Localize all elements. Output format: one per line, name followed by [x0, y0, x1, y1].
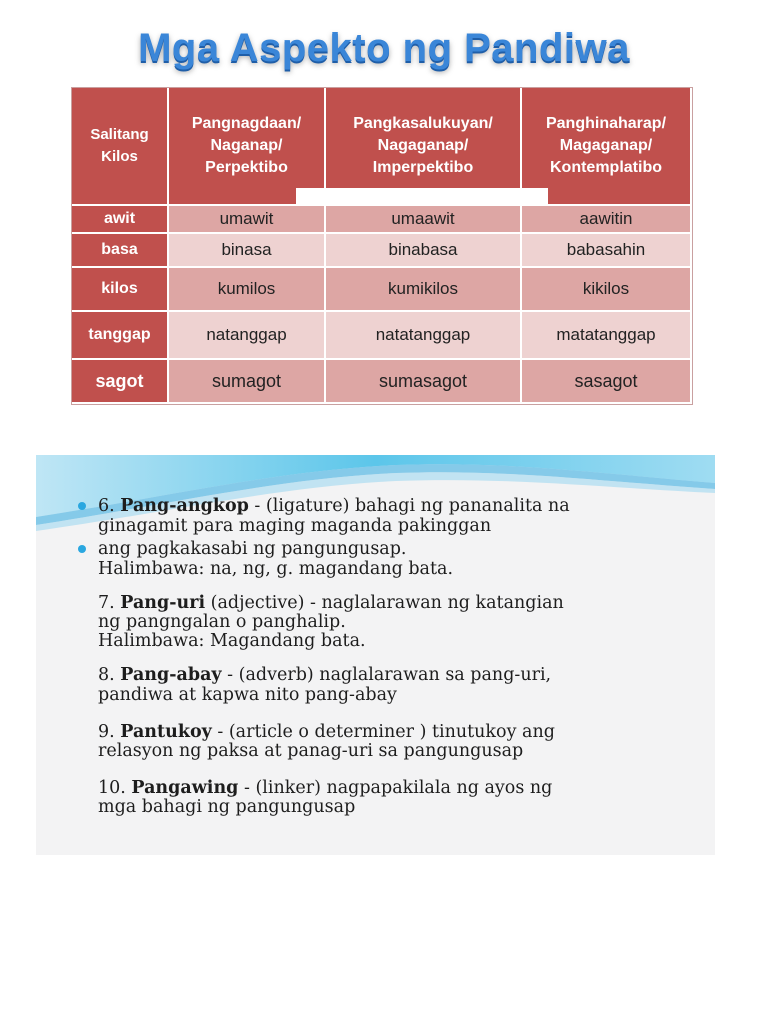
cell-imperpektibo: binabasa — [325, 233, 521, 267]
cell-perpektibo: natanggap — [168, 311, 325, 359]
item10-line2: mga bahagi ng pangungusap — [98, 797, 356, 817]
cell-perpektibo: kumilos — [168, 267, 325, 311]
table-row — [72, 359, 691, 403]
item-number: 9. — [98, 722, 121, 742]
cell-perpektibo: umawit — [168, 205, 325, 233]
definition-text: - (article o determiner ) tinutukoy ang — [211, 722, 555, 742]
cell-kontemplatibo: babasahin — [521, 233, 691, 267]
item-number: 8. — [98, 665, 121, 685]
header-line: Kilos — [101, 148, 138, 165]
cell-imperpektibo: natatanggap — [325, 311, 521, 359]
verb-aspect-table — [72, 88, 692, 404]
white-strip — [296, 188, 548, 205]
item6-example: Halimbawa: na, ng, g. magandang bata. — [98, 559, 454, 579]
row-verb: basa — [72, 233, 168, 267]
cell-perpektibo: binasa — [168, 233, 325, 267]
page-title: Mga Aspekto ng Pandiwa — [138, 26, 630, 70]
table-row — [72, 267, 691, 311]
row-verb: sagot — [72, 359, 168, 403]
header-line: Pangnagdaan/ — [191, 115, 302, 132]
header-line: Nagaganap/ — [377, 137, 469, 154]
cell-imperpektibo: kumikilos — [325, 267, 521, 311]
definition-text: (adjective) - naglalarawan ng katangian — [205, 593, 564, 613]
definition-text: - (adverb) naglalarawan sa pang-uri, — [221, 665, 552, 685]
table-row — [72, 205, 691, 233]
cell-imperpektibo: umaawit — [325, 205, 521, 233]
header-line: Magaganap/ — [559, 137, 653, 154]
item-number: 10. — [98, 778, 132, 798]
header-line: Panghinaharap/ — [545, 115, 667, 132]
cell-imperpektibo: sumasagot — [325, 359, 521, 403]
bullet-icon — [78, 502, 86, 510]
definition-text: - (ligature) bahagi ng pananalita na — [248, 496, 570, 516]
bullet-icon — [78, 545, 86, 553]
term-pangawing: Pangawing — [131, 778, 239, 798]
header-line: Perpektibo — [205, 159, 288, 176]
item-number: 6. — [98, 496, 121, 516]
cell-kontemplatibo: kikilos — [521, 267, 691, 311]
cell-kontemplatibo: aawitin — [521, 205, 691, 233]
item7-example: Halimbawa: Magandang bata. — [98, 631, 366, 651]
table-row — [72, 233, 691, 267]
header-salitang-kilos — [72, 88, 168, 205]
item8-line2: pandiwa at kapwa nito pang-abay — [98, 685, 397, 705]
item9-line2: relasyon ng paksa at panag-uri sa pangungusap — [98, 741, 524, 761]
cell-kontemplatibo: sasagot — [521, 359, 691, 403]
item6-line3 — [98, 538, 407, 560]
item8-line1 — [98, 664, 551, 686]
row-verb: awit — [72, 205, 168, 233]
header-line: Naganap/ — [210, 137, 283, 154]
header-line: Pangkasalukuyan/ — [353, 115, 493, 132]
cell-perpektibo: sumagot — [168, 359, 325, 403]
cell-kontemplatibo: matatanggap — [521, 311, 691, 359]
item-number: 7. — [98, 593, 121, 613]
header-line: Kontemplatibo — [550, 159, 662, 176]
row-verb: tanggap — [72, 311, 168, 359]
term-pang-abay: Pang-abay — [120, 665, 222, 685]
item6-line1 — [98, 495, 570, 517]
table-row — [72, 311, 691, 359]
term-pang-angkop: Pang-angkop — [120, 496, 249, 516]
header-line: Imperpektibo — [372, 159, 474, 176]
item7-line2: ng pangngalan o panghalip. — [98, 612, 346, 632]
definition-text: ang pagkakasabi ng pangungusap. — [98, 539, 407, 559]
term-pang-uri: Pang-uri — [120, 593, 206, 613]
row-verb: kilos — [72, 267, 168, 311]
definition-text: - (linker) nagpapakilala ng ayos ng — [238, 778, 553, 798]
header-line: Salitang — [90, 126, 149, 143]
item6-line2: ginagamit para maging maganda pakinggan — [98, 516, 492, 536]
term-pantukoy: Pantukoy — [120, 722, 212, 742]
parts-of-speech-slide — [36, 455, 715, 855]
